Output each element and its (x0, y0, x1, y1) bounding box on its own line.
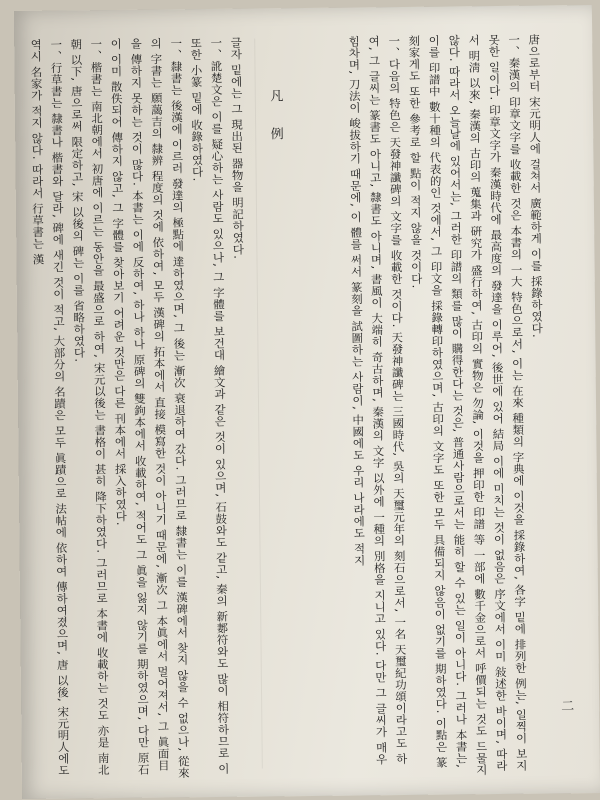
left-text-column (304, 33, 552, 780)
paragraph: 一、隸書는 後漢에 이르러 發達의 極點에 達하였으며, 그 後는 漸次 衰退하여 갔다. 그러므로 隸書는 이를 漢碑에서 찾지 않을 수 없으나, 從來의 字書는 願藹吉의 隸辨 程度의 것에 依하여, 모두 漢碑의 拓本에서 直接 模寫한 것이 아니기 때문에, 漸次 그 本眞에서 멀어져서, 그 眞面目을 傳하지 못하는 것이 많다. 本書는 이에 反하여, 하나 하나 原碑의 雙鉤本에서 收載하여, 적어도 그 眞을 잃지 않기를 期하였으며, 다만 原石이 이미 散佚되어 傳하지 않고, 그 字體를 찾아보기 어려운 것만은 다른 刊本에서 採入하였다. (109, 37, 191, 779)
page-number: 二 (561, 699, 575, 715)
column-gutter (254, 39, 263, 769)
paragraph: 글자 밑에는 그 現出된 器物을 明記하였다. (229, 36, 246, 260)
paragraph: 一、秦漢의 印章文字를 收載한 것은 本書의 一大 特色으로서, 이는 在來 種類의 字典에 이것을 採錄하여, 各字 밑에 排列한 例는, 일찍이 보지 못한 일이다. 印章文字가 秦漢時代에 最高度의 發達을 이루어, 後世에 있어 結局 이에 미치는 것이 없음은 序文에서 이미 敍述한 바이며, 따라서 明淸 以來, 秦漢의 古印의 蒐集과 硏究가 盛行하여, 古印의 實物은 勿論, 이것을 押印한 印譜 等 一部에 數千金으로서 呼價되는 것도 드물지 않다. 따라서 오늘날에 있어서는, 그러한 印譜의 類를 많이 購得한다는 것은, 普通사람으로서는 能히 할 수 있는 일이 아니다. 그러나 本書는, 이를 印譜中 數十種의 代表的인 것에서, 그 印文을 採錄轉印하였으며, 古印의 文字도 또한 모두 具備되지 않음이 없기를 期하였다. 이點은 篆刻家게도 또한 參考로 할 點이 적지 않을 것이다. (407, 33, 529, 776)
book-page (14, 5, 600, 799)
paragraph: 一、訛楚文은 이를 疑心하는 사람도 있으나, 그 字體를 보건대 繪文과 같은 것이 있으며, 石鼓와도 같고, 秦의 新郪符와도 많이 相符하므로 이 또한 小篆 밑에 收錄하였다. (189, 36, 231, 775)
paragraph: 一、行草書는 隸書나 楷書와 달라, 碑에 새긴 것이 적고, 大部分의 名蹟은 모두 眞蹟으로 法帖에 依하여 傳하여졌으며, 唐 以後, 宋元明人에도 역시 名家가 적지 않다. 따라서 行草書는 漢 (29, 38, 71, 777)
right-text-column (29, 36, 254, 784)
section-title: 凡 例 (270, 89, 284, 143)
paragraph: 一、楷書는 南北朝에서 初唐에 이르는 동안을 最盛으로 하여, 宋元以後는 書格이 甚히 降下하였다. 그러므로 本書에 收載하는 것도 亦是 南北朝 以下, 唐으로써 限定하고, 宋 以後의 碑는 이를 省略하였다. (69, 38, 111, 776)
paragraph: 一、다음의 特色은 天發神讖碑의 文字를 收載한 것이다. 天發神讖碑는 三國時代, 吳의 天璽元年의 刻石으로서, 一名 天璽紀功頌이라고도 하여, 그 글씨는 篆書도 아니고, 隸書도 아니며, 書風이 大端히 奇古하며, 秦漢의 文字 以外에 一種의 別格을 지니고 있다. 다만 그 글씨가 매우 힘차며, 刀法이 峻拔하기 때문에, 이 體를 써서 篆刻을 試圖하는 사람이, 中國에도 우리 나라에도 적지 (347, 34, 409, 766)
paragraph: 唐으로부터 宋元明人에 걸쳐서 廣範하게 이를 採錄하였다. (527, 33, 545, 338)
